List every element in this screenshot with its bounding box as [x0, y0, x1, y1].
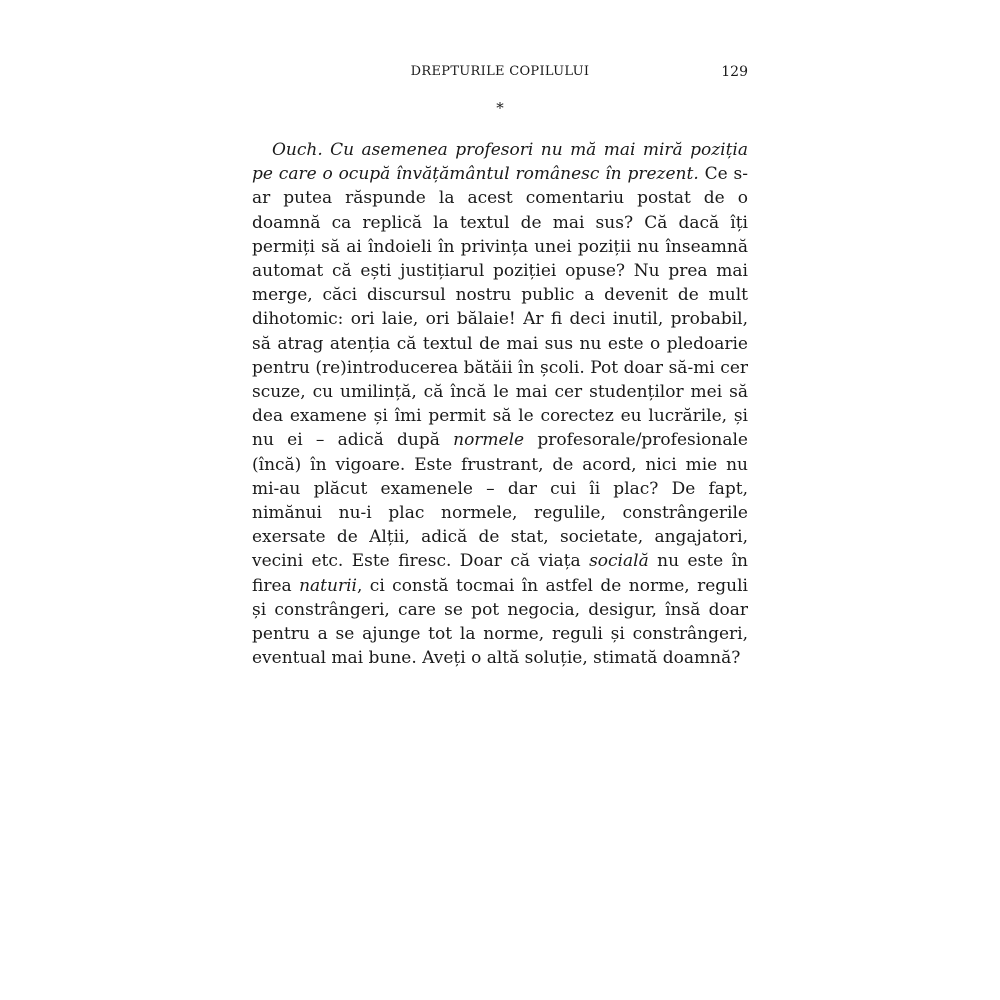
text-segment: , ci constă tocmai în astfel de norme, reguli și constrângeri, care se pot negocia, desigur, însă doar pentru a se ajunge tot la norme, reguli și constrângeri, eventual mai bune. Aveți o altă soluție, stimată doamnă?: [252, 575, 748, 669]
body-paragraph: [252, 138, 748, 670]
chapter-title: DREPTURILE COPILULUI: [410, 64, 590, 79]
running-header: [252, 64, 748, 84]
italic-word-normele: normele: [453, 430, 525, 451]
text-segment: profesorale/profesionale (încă) în vigoare. Este frustrant, de acord, nici mie nu mi-au plăcut examenele – dar cui îi plac? De fapt, nimănui nu-i plac normele, regulile, constrângerile exersate de Alții, adică de stat, societate, angajatori, vecini etc. Este firesc. Doar că viața: [252, 430, 748, 572]
page-number: 129: [721, 64, 748, 80]
italic-word-naturii: naturii: [299, 575, 357, 596]
text-segment: Ce s-ar putea răspunde la acest comentariu postat de o doamnă ca replică la textul de mai sus? Că dacă îți permiți să ai îndoieli în privința unei poziții nu înseamnă automat că ești justițiarul poziției opuse? Nu prea mai merge, căci discursul nostru public a devenit de mult dihotomic: ori laie, ori bălaie! Ar fi deci inutil, probabil, să atrag atenția că textul de mai sus nu este o pledoarie pentru (re)introducerea bătăii în școli. Pot doar să-mi cer scuze, cu umilință, că încă le mai cer studenților mei să dea examene și îmi permit să le corectez eu lucrările, și nu ei – adică după: [252, 164, 748, 451]
italic-quote: Ouch. Cu asemenea profesori nu mă mai miră poziția pe care o ocupă învățământul românesc în prezent.: [252, 140, 748, 185]
text-segment: nu este în firea: [252, 551, 749, 596]
section-separator: *: [496, 99, 504, 117]
italic-word-sociala: socială: [589, 551, 649, 572]
